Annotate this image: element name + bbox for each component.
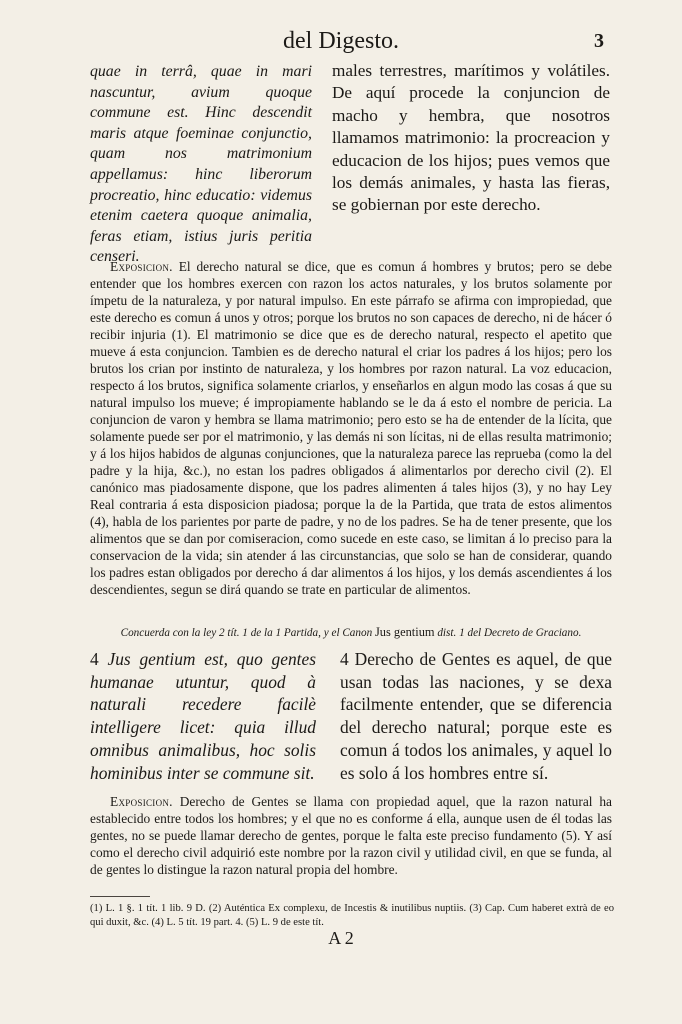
spanish-text-1: males terrestres, marítimos y volátiles. De aquí procede la conjuncion de macho y hembra, que nosotros llamamos matrimonio: la procreacion y educacion de los hijos; pues vemos que los demás animales, y hasta las fieras, se gobiernan por este derecho. xyxy=(332,61,610,215)
concordance-before: Concuerda con la ley 2 tít. 1 de la 1 Partida, y el Canon xyxy=(120,627,373,639)
running-title: del Digesto. xyxy=(283,28,399,54)
latin-column-2 xyxy=(90,648,316,784)
latin-column-1 xyxy=(90,62,312,268)
spanish-paragraph-number: 4 xyxy=(340,649,349,669)
spanish-column-1 xyxy=(332,60,610,217)
commentary-1-text: El derecho natural se dice, que es comun á hombres y brutos; pero se debe entender que los hombres exercen con razon los actos naturales, y los brutos solamente por ímpetu de la naturaleza, y por natural impulso. En este párrafo se afirma con impropiedad, que este derecho es comun á unos y otros; porque los brutos no son capaces de derecho, ni de hácer ó recibir injuria (1). El matrimonio se dice que es de derecho natural, respecto el apetito que mueve á esta conjuncion. Tambien es de derecho natural el criar los padres á los hijos; pero los brutos los crian por instinto de naturaleza, y los hombres por razon natural. La voz educacion, respecto á los brutos, significa solamente criarlos, y enseñarlos en algun modo las cosas á que su natural impulso los mueve; é impropiamente hablando se le da á esto el nombre de pericia. La conjuncion de varon y hembra se llama matrimonio; pero esto se ha de entender de la lícita, que solamente puede ser por el matrimonio, y las demás ni son lícitas, ni de ellas resulta matrimonio; y á los hijos habidos de algunas conjunciones, que la naturaleza parece las reprueba (como la del padre y la hija, &c.), no estan los padres obligados á alimentarlos por derecho civil (2). El canónico mas piadosamente dispone, que los padres alimenten á tales hijos (3), y no hay Ley Real contraria á esta disposicion piadosa; porque la de la Partida, que trata de estos alimentos (4), habla de los parientes por parte de padre, y no de los padres. Se ha de tener presente, que los alimentos que se dan por comiseracion, como sucede en este caso, se limitan á lo preciso para la conservacion de la vida; sin atender á las circunstancias, que solo se han de considerar, quando los padres estan obligados por derecho á dar alimentos á los hijos, y los demás ascendientes á los descendientes, segun se dirá quando se trate en particular de alimentos. xyxy=(90,259,612,597)
latin-text-2-body: Jus gentium est, quo gentes humanae utuntur, quod à naturali recedere facilè intelligere licet: quia illud omnibus animalibus, hoc solis hominibus inter se commune sit. xyxy=(90,649,316,783)
concordance-upright: Jus gentium xyxy=(374,625,435,639)
commentary-1-lead: Exposicion. xyxy=(110,259,173,274)
commentary-2 xyxy=(90,793,612,878)
concordance-note xyxy=(90,625,612,640)
spanish-text-2 xyxy=(340,648,612,784)
commentary-1 xyxy=(90,258,612,598)
spanish-text-2-body: Derecho de Gentes es aquel, de que usan todas las naciones, y se dexa facilmente entender, que se diferencia del derecho natural; porque este es comun á todos los animales, y aquel lo es solo á los hombres entre sí. xyxy=(340,649,612,783)
commentary-2-text: Derecho de Gentes se llama con propiedad aquel, que la razon natural ha establecido entre todos los hombres; y el que no es conforme á ella, aunque usen de él todas las gentes, no se puede llamar derecho de gentes, porque le falta este preciso fundamento (5). Y así como el derecho civil adquirió este nombre por la razon civil y utilidad civil, en que se funda, al de gentes lo distingue la razon natural propia del hombre. xyxy=(90,794,612,877)
signature-mark: A 2 xyxy=(328,928,354,948)
concordance-after: dist. 1 del Decreto de Graciano. xyxy=(437,627,582,639)
latin-paragraph-number: 4 xyxy=(90,649,99,669)
page-header xyxy=(0,28,682,58)
latin-text-1: quae in terrâ, quae in mari nascuntur, avium quoque commune est. Hinc descendit maris atque foeminae conjunctio, quam nos matrimonium appellamus: hinc liberorum procreatio, hinc educatio: videmus etenim caetera quoque animalia, feras etiam, istius juris peritia censeri. xyxy=(90,63,312,266)
commentary-2-lead: Exposicion. xyxy=(110,794,173,809)
latin-text-2 xyxy=(90,648,316,784)
footnote-divider xyxy=(90,896,150,897)
page-number: 3 xyxy=(594,30,604,52)
footnotes: (1) L. 1 §. 1 tít. 1 lib. 9 D. (2) Auténtica Ex complexu, de Incestis & inutilibus nuptiis. (3) Cap. Cum haberet extrà de eo qui duxit, &c. (4) L. 5 tít. 19 part. 4. (5) L. 9 de este tít. xyxy=(90,903,614,929)
spanish-column-2 xyxy=(340,648,612,784)
